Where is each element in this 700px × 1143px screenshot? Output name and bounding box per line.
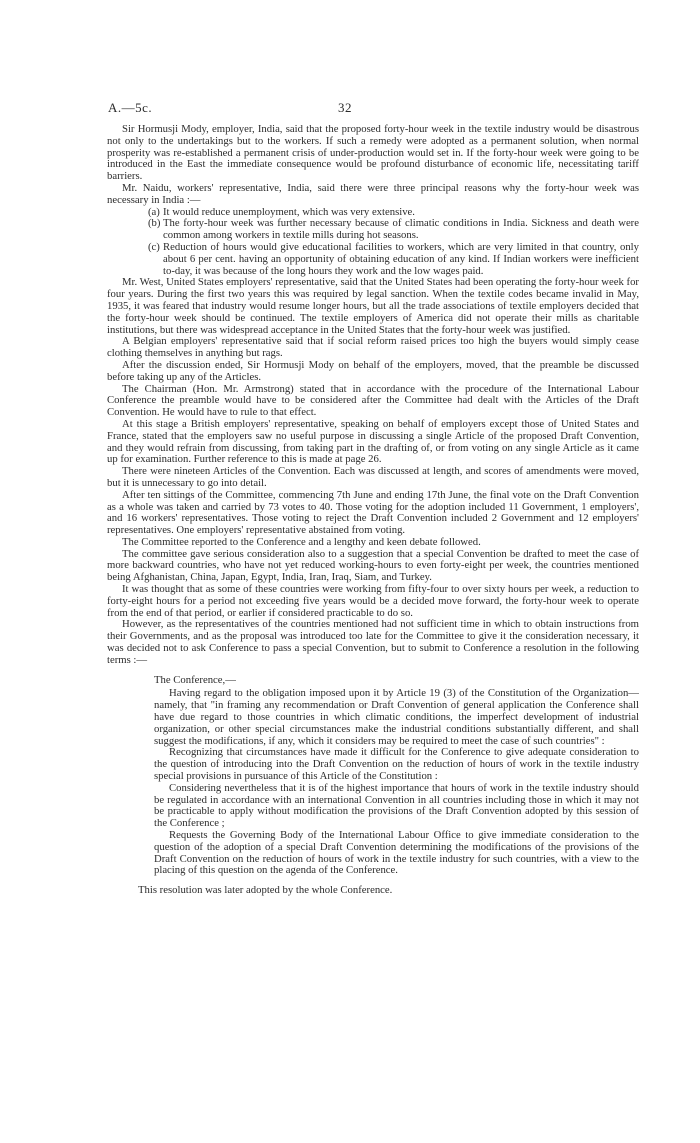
document-body bbox=[107, 124, 639, 897]
paragraph-forty-eight-hours: It was thought that as some of these countries were working from fifty-four to over sixty hours per week, a reduction to forty-eight hours for a period not exceeding five years would be a decided move forward, the forty-hour week to operate from the end of that period, or earlier if considered practicable to do so. bbox=[107, 583, 639, 619]
list-item bbox=[148, 218, 639, 242]
paragraph-preamble-motion: After the discussion ended, Sir Hormusji Mody on behalf of the employers, moved, that the preamble be discussed before taking up any of the Articles. bbox=[107, 358, 639, 383]
list-item-marker: (c) bbox=[148, 240, 160, 253]
paragraph-belgian: A Belgian employers' representative said that if social reform raised prices too high the buyers would simply cease clothing themselves in anything but rags. bbox=[107, 335, 639, 360]
paragraph-west: Mr. West, United States employers' representative, said that the United States had been operating the forty-hour week for four years. During the first two years this was required by legal sanction. When the textile codes became invalid in May, 1935, it was feared that industry would resume longer hours, but all the trade associations of textile employers decided that the forty-hour week should be continued. The textile employers of America did not operate their mills as charitable institutions, but there was widespread acceptance in the United States that the forty-hour week was justified. bbox=[107, 276, 639, 336]
resolution-clause: Having regard to the obligation imposed upon it by Article 19 (3) of the Constitution of the Organization—namely, that "in framing any recommendation or Draft Convention of general application the Conference shall have due regard to those countries in which climatic conditions, the imperfect development of industrial organization, or other special circumstances make the industrial conditions substantially different, and shall suggest the modifications, if any, which it considers may be required to meet the case of such countries" : bbox=[154, 687, 639, 747]
paragraph-naidu: Mr. Naidu, workers' representative, India, said there were three principal reasons why the forty-hour week was necessary in India :— bbox=[107, 181, 639, 206]
resolution-clause: Recognizing that circumstances have made it difficult for the Conference to give adequate consideration to the question of introducing into the Draft Convention on the reduction of hours of work in the textile industry special provisions in pursuance of this Article of the Constitution : bbox=[154, 746, 639, 783]
reasons-list bbox=[148, 207, 639, 278]
paragraph-report: The Committee reported to the Conference and a lengthy and keen debate followed. bbox=[122, 535, 481, 548]
resolution-clause: Requests the Governing Body of the International Labour Office to give immediate consideration to the question of the adoption of a special Draft Convention determining the modifications of the provisions of the Draft Convention on the reduction of hours of work in the textile industry for such countries, with a view to the placing of this question on the agenda of the Conference. bbox=[154, 829, 639, 877]
closing-statement: This resolution was later adopted by the whole Conference. bbox=[138, 884, 393, 897]
paragraph-articles: There were nineteen Articles of the Convention. Each was discussed at length, and scores of amendments were moved, but it is unnecessary to go into detail. bbox=[107, 465, 639, 489]
paragraph-british-employers: At this stage a British employers' representative, speaking on behalf of employers except those of United States and France, stated that the employers saw no useful purpose in discussing a single Article of the proposed Draft Convention, and they would refrain from discussing, from taking part in the drafting of, or from voting on any single Article as it came up for examination. Further reference to this is made at page 26. bbox=[107, 417, 639, 466]
list-item bbox=[148, 242, 639, 277]
paragraph-chairman-ruling: The Chairman (Hon. Mr. Armstrong) stated that in accordance with the procedure of the International Labour Conference the preamble would have to be considered after the Committee had dealt with the Articles of the Draft Convention. He would have to rule to that effect. bbox=[107, 382, 639, 419]
page-number: 32 bbox=[338, 100, 352, 115]
document-reference: A.—5c. bbox=[108, 100, 153, 115]
resolution-clause: Considering nevertheless that it is of the highest importance that hours of work in the textile industry should be regulated in accordance with an international Convention in all countries including those in which it may not be practicable to apply without modification the provisions of the Draft Convention adopted by this session of the Conference ; bbox=[154, 781, 639, 830]
list-item-text: The forty-hour week was further necessary because of climatic conditions in India. Sickness and death were common among workers in textile mills during hot seasons. bbox=[163, 217, 639, 242]
list-item-text: It would reduce unemployment, which was very extensive. bbox=[163, 205, 415, 218]
paragraph-resolution-intro: However, as the representatives of the countries mentioned had not sufficient time in which to obtain instructions from their Governments, and as the proposal was introduced too late for the Committee to give it the consideration necessary, it was decided not to ask Conference to pass a special Convention, but to submit to Conference a resolution in the following terms :— bbox=[107, 618, 639, 666]
paragraph-special-convention: The committee gave serious consideration also to a suggestion that a special Convention be drafted to meet the case of more backward countries, who have not yet reduced working-hours to even forty-eight per week, the countries mentioned being Afghanistan, China, Japan, Egypt, India, Iran, Iraq, Siam, and Turkey. bbox=[107, 547, 639, 584]
paragraph-final-vote: After ten sittings of the Committee, commencing 7th June and ending 17th June, the final vote on the Draft Convention as a whole was taken and carried by 73 votes to 40. Those voting for the adoption included 11 Government, 1 employers', and 16 workers' representatives. Those voting to reject the Draft Convention included 2 Government and 12 employers' representatives. One employers' representative abstained from voting. bbox=[107, 488, 639, 537]
list-item-marker: (a) bbox=[148, 205, 160, 218]
paragraph-mody: Sir Hormusji Mody, employer, India, said that the proposed forty-hour week in the textile industry would be disastrous not only to the undertakings but to the workers. If such a remedy were adopted as a permanent solution, when normal prosperity was re-established a permanent crisis of under-production would set in. If the forty-hour week were going to be introduced in the East the immediate consequence would be profound disturbance of economic life, necessitating tariff barriers. bbox=[107, 123, 639, 183]
list-item-marker: (b) bbox=[148, 217, 161, 230]
list-item-text: Reduction of hours would give educational facilities to workers, which are very limited in that country, only about 6 per cent. having an opportunity of obtaining education of any kind. If Indian workers were inefficient to-day, it was because of the long hours they work and the low wages paid. bbox=[163, 240, 639, 277]
resolution-block bbox=[154, 675, 639, 878]
resolution-opening: The Conference,— bbox=[154, 673, 236, 686]
